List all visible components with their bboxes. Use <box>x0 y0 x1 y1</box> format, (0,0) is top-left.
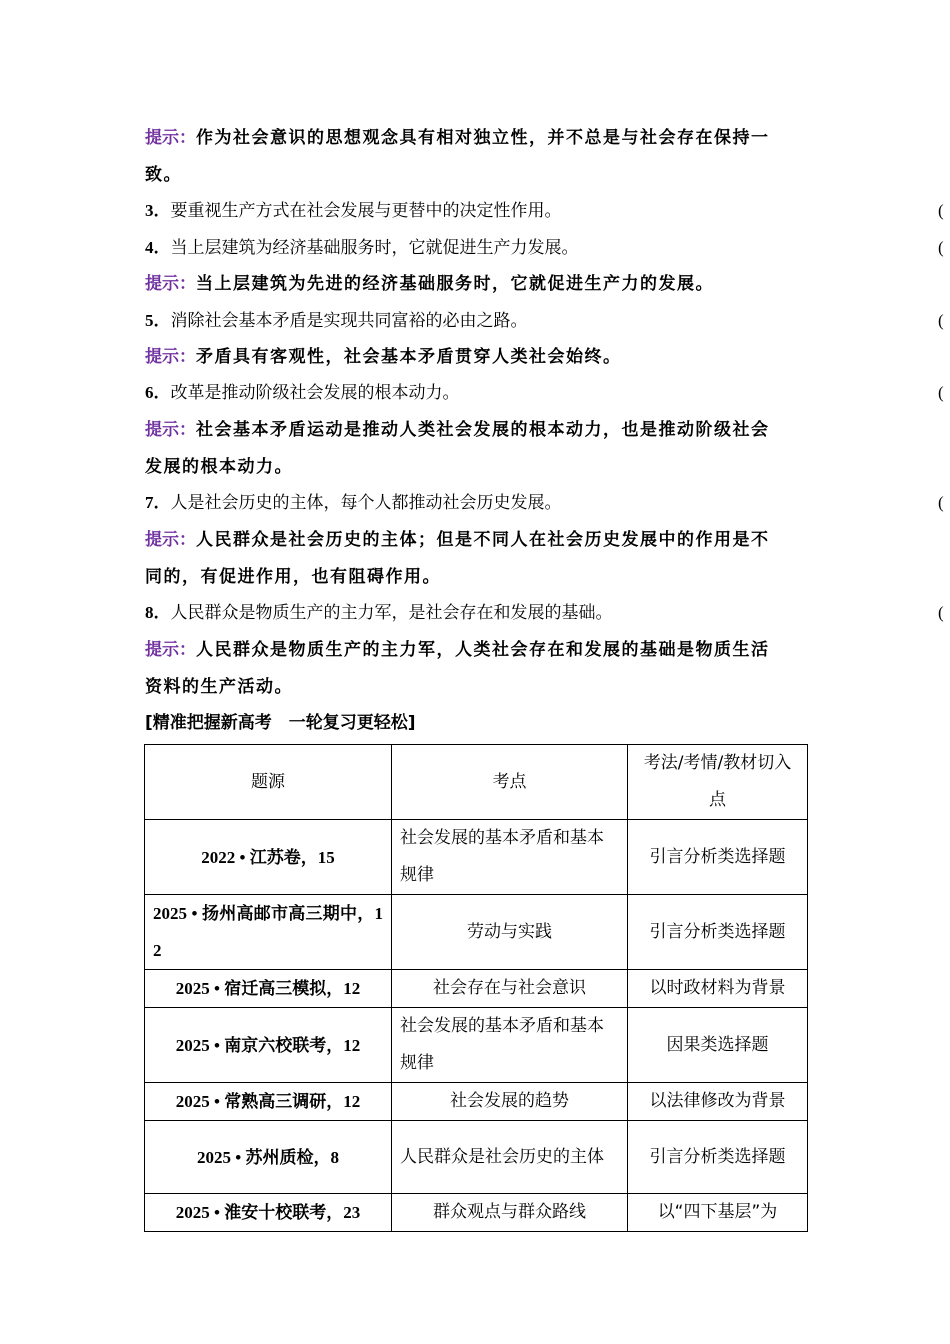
cell-method: 以法律修改为背景 <box>628 1083 808 1121</box>
item-text: 改革是推动阶级社会发展的根本动力。 <box>170 383 460 403</box>
hint-text: 当上层建筑为先进的经济基础服务时，它就促进生产力的发展。 <box>196 274 714 294</box>
cell-topic: 社会存在与社会意识 <box>392 970 628 1008</box>
cell-topic: 群众观点与群众路线 <box>392 1194 628 1232</box>
cell-method: 以“四下基层”为 <box>628 1194 808 1232</box>
header-method: 考法/考情/教材切入点 <box>628 745 808 820</box>
hint-line <box>145 273 807 295</box>
table-row <box>145 1008 808 1083</box>
hint-line <box>145 456 807 478</box>
cell-source: 2025 • 宿迁高三模拟，12 <box>145 970 392 1008</box>
statement-item-6 <box>145 382 807 404</box>
hint-text: 人民群众是物质生产的主力军，人类社会存在和发展的基础是物质生活 <box>196 640 770 660</box>
statement-item-3 <box>145 200 807 222</box>
statement-item-5 <box>145 310 807 332</box>
cell-method: 引言分析类选择题 <box>628 820 808 895</box>
hint-label: 提示： <box>145 420 196 440</box>
item-number: 7． <box>145 493 171 512</box>
hint-line <box>145 529 807 551</box>
hint-text: 作为社会意识的思想观念具有相对独立性，并不总是与社会存在保持一 <box>196 128 770 148</box>
cell-topic: 社会发展的基本矛盾和基本规律 <box>392 820 628 895</box>
hint-text: 发展的根本动力。 <box>145 457 293 477</box>
cell-method: 以时政材料为背景 <box>628 970 808 1008</box>
answer-bracket: ( <box>938 383 944 402</box>
hint-label: 提示： <box>145 530 196 550</box>
cell-source: 2025 • 常熟高三调研，12 <box>145 1083 392 1121</box>
item-text: 要重视生产方式在社会发展与更替中的决定性作用。 <box>170 201 562 221</box>
answer-bracket: ( <box>938 311 944 330</box>
cell-topic: 人民群众是社会历史的主体 <box>392 1121 628 1194</box>
hint-line <box>145 676 807 698</box>
header-topic: 考点 <box>392 745 628 820</box>
table-header-row <box>145 745 808 820</box>
hint-line <box>145 164 807 186</box>
table-row <box>145 1083 808 1121</box>
hint-line <box>145 566 807 588</box>
cell-source: 2025 • 苏州质检，8 <box>145 1121 392 1194</box>
hint-text: 致。 <box>145 165 182 185</box>
cell-source: 2025 • 扬州高邮市高三期中，12 <box>145 895 392 970</box>
cell-topic: 社会发展的基本矛盾和基本规律 <box>392 1008 628 1083</box>
answer-bracket: ( <box>938 493 944 512</box>
table-row <box>145 970 808 1008</box>
answer-bracket: ( <box>938 238 944 257</box>
table-row <box>145 1121 808 1194</box>
hint-label: 提示： <box>145 640 196 660</box>
hint-line <box>145 127 807 149</box>
item-number: 6． <box>145 383 171 402</box>
hint-text: 同的，有促进作用，也有阻碍作用。 <box>145 567 441 587</box>
item-number: 3． <box>145 201 171 220</box>
exam-source-table <box>144 744 808 1232</box>
statement-item-7 <box>145 492 807 514</box>
item-number: 5． <box>145 311 171 330</box>
hint-line <box>145 346 807 368</box>
item-number: 8． <box>145 603 171 622</box>
table-row <box>145 820 808 895</box>
hint-text: 人民群众是社会历史的主体；但是不同人在社会历史发展中的作用是不 <box>196 530 770 550</box>
statement-item-8 <box>145 602 807 624</box>
table-row <box>145 1194 808 1232</box>
item-text: 当上层建筑为经济基础服务时，它就促进生产力发展。 <box>170 238 579 258</box>
hint-text: 社会基本矛盾运动是推动人类社会发展的根本动力，也是推动阶级社会 <box>196 420 770 440</box>
hint-text: 资料的生产活动。 <box>145 677 293 697</box>
item-number: 4． <box>145 238 171 257</box>
item-text: 人民群众是物质生产的主力军，是社会存在和发展的基础。 <box>170 603 613 623</box>
answer-bracket: ( <box>938 603 944 622</box>
cell-method: 引言分析类选择题 <box>628 895 808 970</box>
statement-item-4 <box>145 237 807 259</box>
hint-label: 提示： <box>145 128 196 148</box>
hint-text: 矛盾具有客观性，社会基本矛盾贯穿人类社会始终。 <box>196 347 622 367</box>
cell-method: 引言分析类选择题 <box>628 1121 808 1194</box>
cell-topic: 社会发展的趋势 <box>392 1083 628 1121</box>
table-row <box>145 895 808 970</box>
cell-source: 2025 • 淮安十校联考，23 <box>145 1194 392 1232</box>
hint-line <box>145 639 807 661</box>
hint-label: 提示： <box>145 274 196 294</box>
item-text: 人是社会历史的主体，每个人都推动社会历史发展。 <box>170 493 562 513</box>
cell-source: 2022 • 江苏卷，15 <box>145 820 392 895</box>
hint-label: 提示： <box>145 347 196 367</box>
cell-method: 因果类选择题 <box>628 1008 808 1083</box>
cell-topic: 劳动与实践 <box>392 895 628 970</box>
item-text: 消除社会基本矛盾是实现共同富裕的必由之路。 <box>170 311 528 331</box>
answer-bracket: ( <box>938 201 944 220</box>
section-title: [精准把握新高考 一轮复习更轻松] <box>145 713 416 733</box>
hint-line <box>145 419 807 441</box>
header-source: 题源 <box>145 745 392 820</box>
cell-source: 2025 • 南京六校联考，12 <box>145 1008 392 1083</box>
